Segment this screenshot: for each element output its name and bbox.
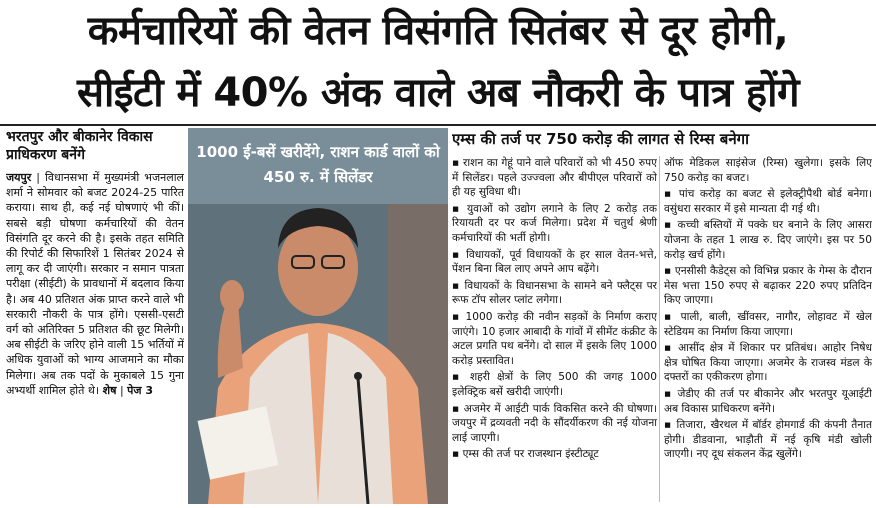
budget-point: ▪ जेडीए की तर्ज पर बीकानेर और भरतपुर यूआईटी अब विकास प्राधिकरण बनेंगे।: [664, 387, 872, 416]
column-separator: [659, 156, 660, 502]
news-photo: [188, 128, 448, 504]
right-column-b: [664, 156, 872, 504]
left-story-heading: भरतपुर और बीकानेर विकास प्राधिकरण बनेंगे: [6, 129, 153, 163]
budget-point: ▪ शहरी क्षेत्रों के लिए 500 की जगह 1000 इलेक्ट्रिक बसें खरीदी जाएंगी।: [452, 370, 657, 399]
budget-point: ▪ तिजारा, खैरथल में बॉर्डर होमगार्ड की कंपनी तैनात होगी। डीडवाना, भाड़ौती में नई कृषि मंडी खोली जाएगी। नए दूध संकलन केंद्र खुलेंगे।: [664, 418, 872, 462]
budget-point: ▪ एनसीसी कैडेट्स को विभिन्न प्रकार के गेम्स के दौरान मेस भत्ता 150 रुपए से बढ़ाकर 220 रुपए प्रतिदिन किए जाएगा।: [664, 264, 872, 308]
budget-point: ▪ एम्स की तर्ज पर राजस्थान इंस्टीट्यूट: [452, 447, 657, 462]
dateline: जयपुर: [6, 171, 32, 184]
budget-point: ▪ कच्ची बस्तियों में पक्के घर बनाने के लिए आसरा योजना के तहत 1 लाख रु. दिए जाएंगे। इस पर 50 करोड़ खर्च होंगे।: [664, 218, 872, 262]
column-b-continuation: ऑफ मेडिकल साइंसेज (रिम्स) खुलेगा। इसके लिए 750 करोड़ का बजट।: [664, 157, 872, 184]
budget-point: ▪ विधायकों, पूर्व विधायकों के हर साल वेतन-भत्ते, पेंशन बिना बिल लाए अपने आप बढ़ेंगे।: [452, 248, 657, 277]
budget-point: ▪ पाली, बाली, खींवसर, नागौर, लोहावट में खेल स्टेडियम का निर्माण किया जाएगा।: [664, 310, 872, 339]
right-column-a: [452, 156, 657, 504]
photo-caption: 1000 ई-बसें खरीदेंगे, राशन कार्ड वालों को 450 रु. में सिलेंडर: [188, 128, 448, 204]
continued-label: शेष: [102, 383, 117, 397]
budget-point: ▪ अजमेर में आईटी पार्क विकसित करने की घोषणा। जयपुर में द्रव्यवती नदी के सौंदर्यीकरण की नई योजना लाई जाएगी।: [452, 402, 657, 446]
headline-line-1: कर्मचारियों की वेतन विसंगति सितंबर से दूर होगी,: [87, 8, 789, 54]
budget-point: ▪ पांच करोड़ का बजट से इलेक्ट्रीपैथी बोर्ड बनेगा। वसुंधरा सरकार में इसे मान्यता दी गई थी।: [664, 187, 872, 216]
headline-divider: [0, 124, 876, 126]
budget-point: ▪ 1000 करोड़ की नवीन सड़कों के निर्माण कराए जाएंगे। 10 हजार आबादी के गांवों में सीमेंट कंक्रीट के अटल प्रगति पथ बनेंगे। दो साल में इसके लिए 1000 करोड़ प्रस्तावित।: [452, 310, 657, 368]
left-story-text: विधानसभा में मुख्यमंत्री भजनलाल शर्मा ने सोमवार को बजट 2024-25 पारित कराया। साथ ही, कई नई घोषणाएं भी कीं। सबसे बड़ी घोषणा कर्मचारियों की वेतन विसंगति दूर करने की है। इसके तहत समिति की रिपोर्ट की सिफारिशें 1 सितंबर 2024 से लागू कर दी जाएंगी। सरकार न समान पात्रता परीक्षा (सीईटी) के प्रावधानों में बदलाव किया है। अब 40 प्रतिशत अंक प्राप्त करने वाले भी सरकारी नौकरी के पात्र होंगे। एससी-एसटी वर्ग को अतिरिक्त 5 प्रतिशत की छूट मिलेगी। अब सीईटी के जरिए होने वाली 15 भर्तियों में अधिक युवाओं को भाग्य आजमाने का मौका मिलेगा। अब तक पदों के मुकाबले 15 गुना अभ्यर्थी शामिल होते थे।: [6, 171, 184, 397]
page-reference: पेज 3: [127, 383, 154, 397]
right-story-heading: एम्स की तर्ज पर 750 करोड़ की लागत से रिम्स बनेगा: [452, 130, 749, 148]
left-story: [6, 128, 184, 504]
budget-point: ▪ युवाओं को उद्योग लगाने के लिए 2 करोड़ तक रियायती दर पर कर्ज मिलेगा। प्रदेश में चतुर्थ श्रेणी कर्मचारियों की भर्ती होगी।: [452, 202, 657, 246]
left-story-body: जयपुर | विधानसभा में मुख्यमंत्री भजनलाल शर्मा ने सोमवार को बजट 2024-25 पारित कराया। साथ ही, कई नई घोषणाएं भी कीं। सबसे बड़ी घोषणा कर्मचारियों की वेतन विसंगति दूर करने की है। इसके तहत समिति की रिपोर्ट की सिफारिशें 1 सितंबर 2024 से लागू कर दी जाएंगी। सरकार न समान पात्रता परीक्षा (सीईटी) के प्रावधानों में बदलाव किया है। अब 40 प्रतिशत अंक प्राप्त करने वाले भी सरकारी नौकरी के पात्र होंगे। एससी-एसटी वर्ग को अतिरिक्त 5 प्रतिशत की छूट मिलेगी। अब सीईटी के जरिए होने वाली 15 भर्तियों में अधिक युवाओं को भाग्य आजमाने का मौका मिलेगा। अब तक पदों के मुकाबले 15 गुना अभ्यर्थी शामिल होते थे। शेष | पेज 3: [6, 171, 184, 397]
budget-point: ▪ आसींद क्षेत्र में शिकार पर प्रतिबंध। आहोर निषेध क्षेत्र घोषित किया जाएगा। अजमेर के राजस्व मंडल के दफ्तरों का एकीकरण होगा।: [664, 341, 872, 385]
budget-point: ▪ विधायकों के विधानसभा के सामने बने फ्लैट्स पर रूफ टॉप सोलर प्लांट लगेगा।: [452, 279, 657, 308]
headline-line-2: सीईटी में 40% अंक वाले अब नौकरी के पात्र होंगे: [77, 70, 799, 116]
budget-point: ▪ राशन का गेहूं पाने वाले परिवारों को भी 450 रुपए में सिलेंडर। पहले उज्ज्वला और बीपीएल परिवारों को ही यह सुविधा थी।: [452, 156, 657, 200]
